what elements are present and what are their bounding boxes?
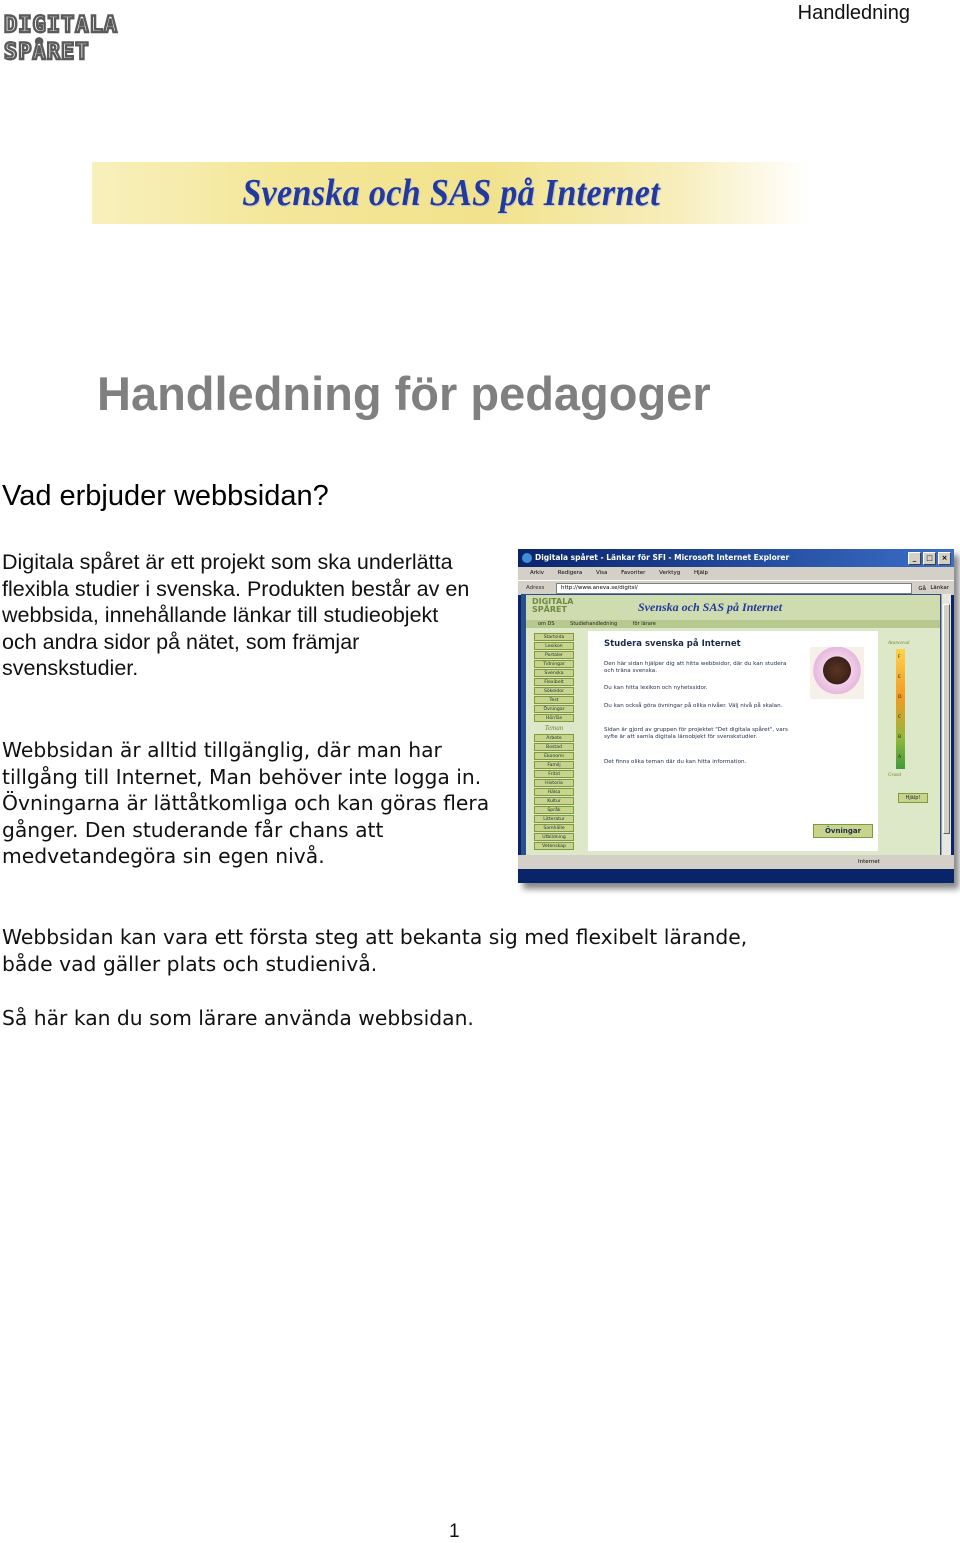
site-nav-item: om DS: [538, 621, 555, 627]
panel-title: Studera svenska på Internet: [604, 639, 741, 649]
menu-item: Visa: [595, 570, 608, 576]
scrollbar-thumb: [943, 604, 950, 834]
side-menu-item: Test: [534, 696, 574, 704]
teman-label: Teman: [544, 724, 564, 732]
level-letter: D: [898, 695, 902, 700]
logo-line1: DIGITALA: [4, 13, 118, 38]
menu-item: Verktyg: [659, 570, 681, 576]
side-menu-item: Svenska: [534, 669, 574, 677]
level-letter: F: [898, 655, 901, 660]
page-number: 1: [449, 1521, 460, 1542]
level-top-label: Avancerad: [888, 641, 910, 646]
side-menu-theme-item: Hälsa: [534, 788, 574, 796]
status-bar: [518, 855, 954, 869]
woman-photo: [810, 647, 864, 699]
panel-text: Det finns olika teman där du kan hitta information.: [604, 759, 747, 765]
side-menu-item: Startsida: [534, 633, 574, 641]
address-field: http://www.aneva.se/digitsl/: [556, 583, 912, 594]
side-menu-item: Övningar: [534, 705, 574, 713]
menu-item: Arkiv: [530, 570, 544, 576]
header-label: Handledning: [797, 2, 910, 24]
logo-graphic: [2, 8, 152, 64]
ie-icon: [522, 553, 532, 563]
scrollbar: [941, 594, 951, 855]
browser-menubar: [518, 567, 954, 580]
side-menu-item: Sökeidor: [534, 687, 574, 695]
site-header: [526, 595, 940, 620]
paragraph-flexible-learning: Webbsidan kan vara ett första steg att bekanta sig med flexibelt lärande, både vad gäller plats och studienivå.: [2, 925, 748, 976]
level-scale: [896, 649, 905, 769]
maximize-icon: □: [923, 552, 936, 565]
ovningar-button: Övningar: [813, 824, 873, 838]
site-side-menu: [534, 633, 574, 851]
side-menu-item: Hör/läs: [534, 714, 574, 722]
site-banner: Svenska och SAS på Internet: [638, 600, 783, 614]
window-buttons: [908, 552, 951, 565]
level-letter: A: [898, 755, 902, 760]
panel-text: Du kan också göra övningar på olika nivåer. Välj nivå på skalan.: [604, 703, 783, 709]
side-menu-item: Flexibelt: [534, 678, 574, 686]
menu-item: Hjälp: [693, 570, 709, 576]
side-menu-theme-item: Språk: [534, 806, 574, 814]
side-menu-theme-item: Samhälle: [534, 824, 574, 832]
site-logo: [532, 598, 573, 614]
window-title: Digitala spåret - Länkar för SFI - Microsoft Internet Explorer: [535, 553, 790, 562]
paragraph-how-to: Så här kan du som lärare använda webbsidan.: [2, 1006, 474, 1030]
menu-item: Favoriter: [621, 570, 646, 576]
site-logo-line2: SPÅRET: [532, 605, 567, 614]
site-main-panel: [588, 631, 878, 851]
level-letter: E: [898, 675, 901, 680]
level-bottom-label: Grund: [888, 773, 902, 778]
side-menu-theme-item: Ekonomi: [534, 752, 574, 760]
side-menu-theme-item: Historia: [534, 779, 574, 787]
panel-text: Du kan hitta lexikon och nyhetssidor.: [604, 685, 708, 691]
section-heading: Vad erbjuder webbsidan?: [2, 480, 329, 512]
banner-text: Svenska och SAS på Internet: [242, 172, 660, 214]
site-nav-item: Studiehandledning: [570, 621, 618, 627]
help-button: Hjälp!: [898, 793, 928, 803]
go-label: Gå: [918, 586, 926, 592]
panel-text: Sidan är gjord av gruppen för projektet "Det digitala spåret", vars syfte är att samla digitala läroobjekt för svenskstudier.: [604, 727, 788, 740]
level-letter: B: [898, 735, 902, 740]
side-menu-theme-item: Arbete: [534, 734, 574, 742]
status-text: Internet: [858, 859, 880, 865]
banner: [92, 162, 810, 224]
side-menu-theme-item: Bostad: [534, 743, 574, 751]
address-label: Adress: [526, 585, 545, 591]
minimize-icon: _: [908, 552, 921, 565]
panel-text: Den här sidan hjälper dig att hitta webbsidor, där du kan studera och träna svenska.: [604, 661, 787, 674]
site-logo-line1: DIGITALA: [532, 597, 574, 606]
site-nav: [526, 620, 940, 628]
side-menu-theme-item: Utbildning: [534, 833, 574, 841]
window-titlebar: [518, 549, 954, 567]
side-menu-theme-item: Kultur: [534, 797, 574, 805]
site-content: [526, 595, 940, 855]
side-menu-item: Portaler: [534, 651, 574, 659]
side-menu-theme-item: Vetenskap: [534, 842, 574, 850]
paragraph-intro: Digitala spåret är ett projekt som ska underlätta flexibla studier i svenska. Produkten består av en webbsida, innehållande länkar till studieobjekt och andra sidor på nätet, som främjar svenskstudier.: [2, 550, 470, 681]
side-menu-item: Lexikon: [534, 642, 574, 650]
menu-item: Redigera: [557, 570, 583, 576]
side-menu-theme-item: Fritid: [534, 770, 574, 778]
side-menu-item: Tidningar: [534, 660, 574, 668]
page-title: Handledning för pedagoger: [97, 367, 711, 420]
digitala-sparet-logo: [2, 8, 152, 64]
paragraph-availability: Webbsidan är alltid tillgänglig, där man har tillgång till Internet, Man behöver inte logga in. Övningarna är lättåtkomliga och kan göras flera gånger. Den studerande får chans att medvetandegöra sin egen nivå.: [2, 738, 490, 869]
side-menu-theme-item: Litteratur: [534, 815, 574, 823]
side-menu-theme-item: Familj: [534, 761, 574, 769]
links-label: Länkar: [930, 585, 949, 591]
site-nav-item: för lärare: [632, 621, 656, 627]
address-bar: [518, 580, 954, 595]
website-screenshot: [518, 549, 954, 883]
logo-line2: SPÅRET: [4, 40, 90, 64]
level-letter: C: [898, 715, 902, 720]
close-icon: ×: [938, 552, 951, 565]
